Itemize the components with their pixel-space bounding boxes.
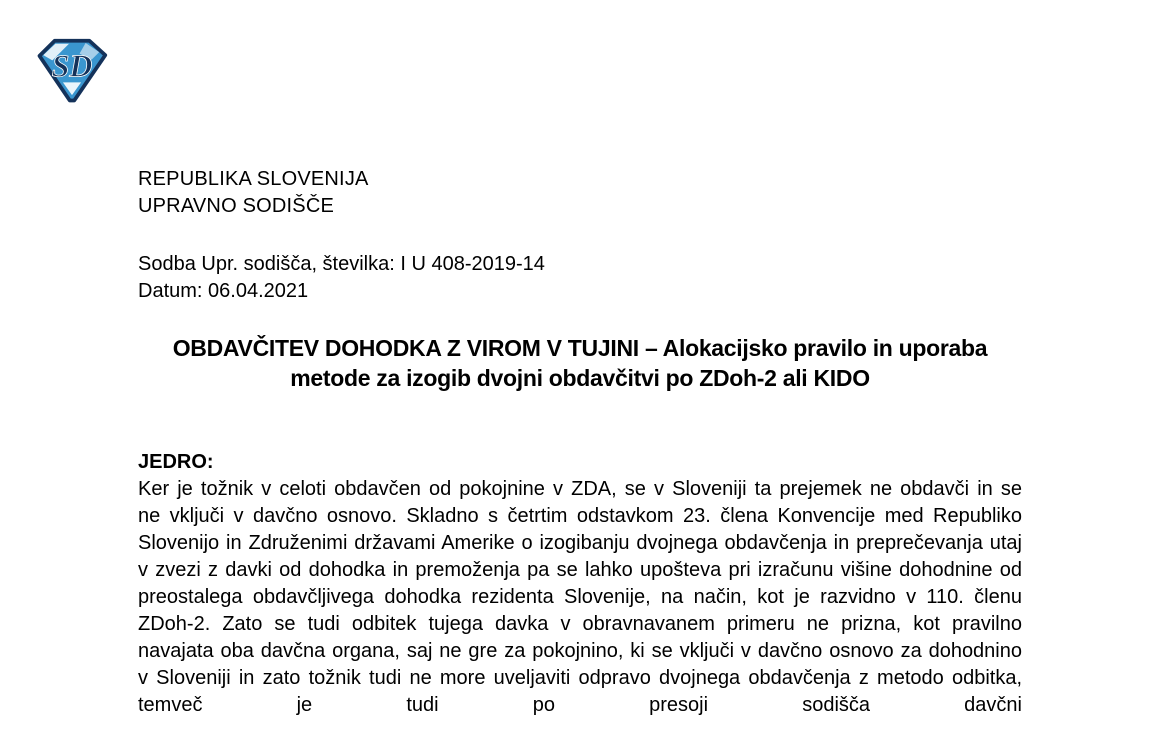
org-name-line2: UPRAVNO SODIŠČE <box>138 195 334 217</box>
court-sd-logo-icon <box>34 37 110 105</box>
document-title: OBDAVČITEV DOHODKA Z VIROM V TUJINI – Alokacijsko pravilo in uporaba metode za izogib dvojni obdavčitvi po ZDoh-2 ali KIDO <box>172 335 988 391</box>
case-meta-block <box>138 251 1022 305</box>
date-line: Datum: 06.04.2021 <box>138 280 309 302</box>
document-content <box>138 166 1022 719</box>
core-paragraph: Ker je tožnik v celoti obdavčen od pokojnine v ZDA, se v Sloveniji ta prejemek ne obdavči in se ne vključi v davčno osnovo. Skladno s četrtim odstavkom 23. člena Konvencije med Republiko Slovenijo in Združenimi državami Amerike o izogibanju dvojnega obdavčenja in preprečevanja utaj v zvezi z davki od dohodka in premoženja pa se lahko upošteva pri izračunu višine dohodnine od preostalega obdavčljivega dohodka rezidenta Slovenije, na način, kot je razvidno v 110. členu ZDoh-2. Zato se tudi odbitek tujega davka v obravnavanem primeru ne prizna, kot pravilno navajata oba davčna organa, saj ne gre za pokojnino, ki se vključi v davčno osnovo za dohodnino v Sloveniji in zato tožnik tudi ne more uveljaviti odpravo dvojnega obdavčenja z metodo odbitka, temveč je tudi po presoji sodišča davčni <box>138 478 1022 716</box>
header-org-block <box>138 166 1022 220</box>
logo-letters: SD <box>51 48 93 84</box>
org-name-line1: REPUBLIKA SLOVENIJA <box>138 168 369 190</box>
core-section-heading: JEDRO: <box>138 451 214 473</box>
case-number-line: Sodba Upr. sodišča, številka: I U 408-2019-14 <box>138 253 545 275</box>
